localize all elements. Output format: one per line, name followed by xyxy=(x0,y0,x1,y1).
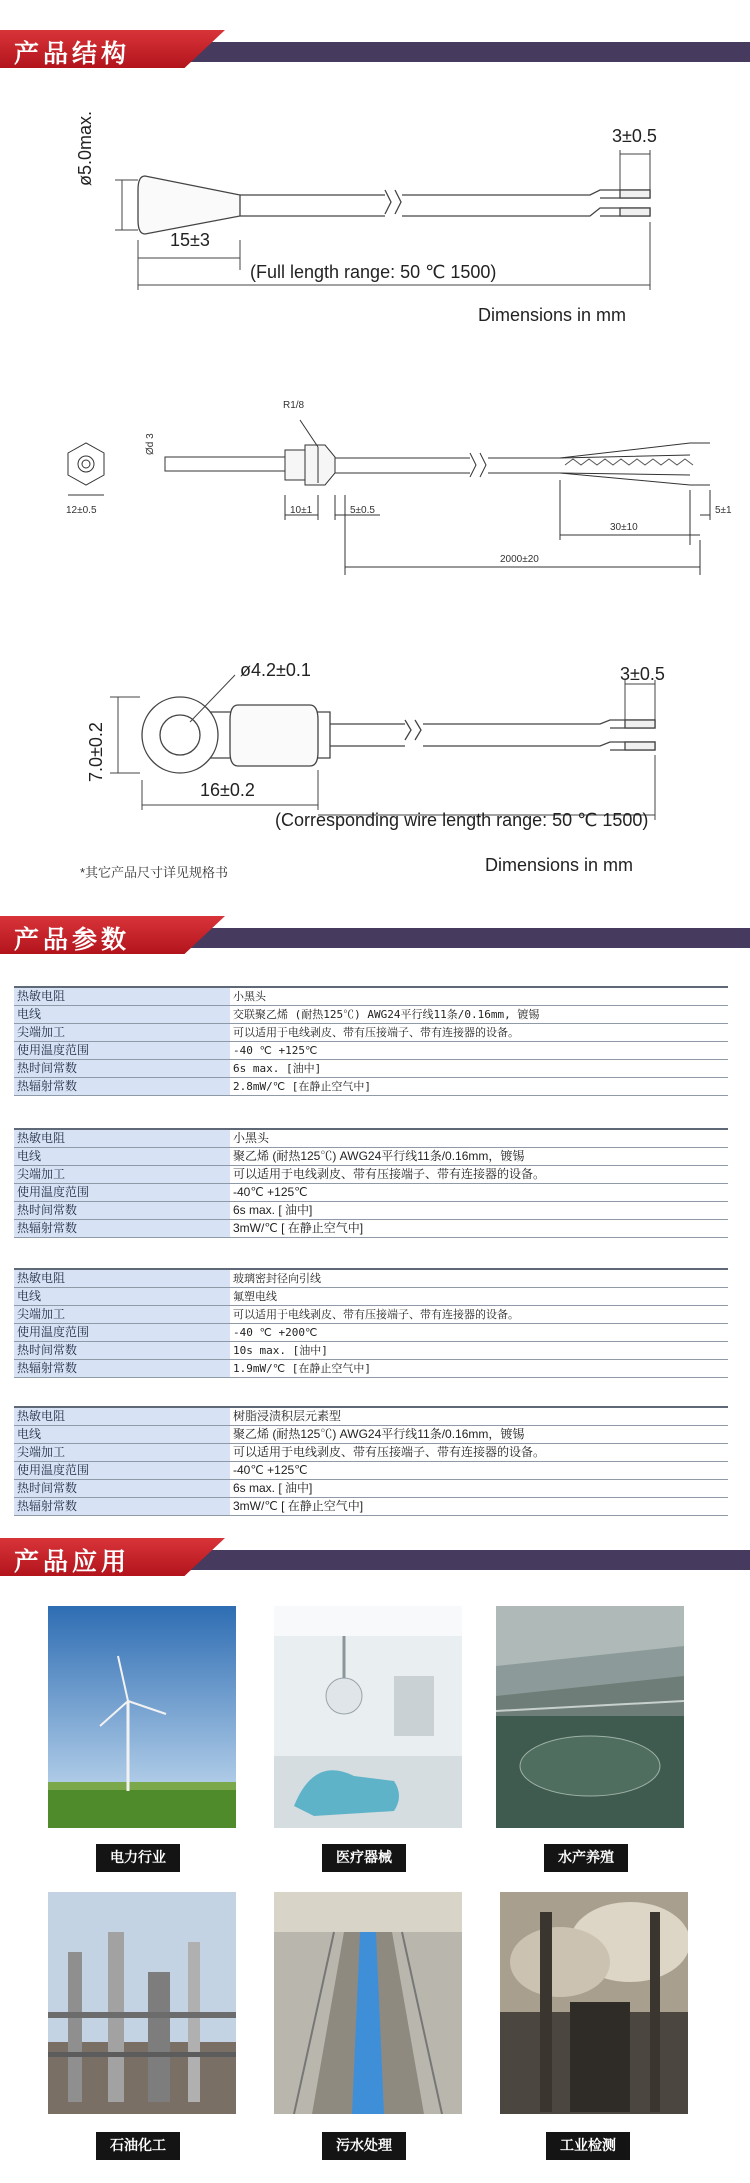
param-label: 电线 xyxy=(14,1148,230,1166)
param-value: 交联聚乙烯 (耐热125℃) AWG24平行线11条/0.16mm, 镀锡 xyxy=(230,1006,728,1024)
table-row xyxy=(14,1166,728,1184)
param-table-4 xyxy=(14,1406,728,1516)
param-value: 6s max. [ 油中] xyxy=(230,1480,728,1498)
table-row xyxy=(14,1078,728,1096)
param-value: 3mW/℃ [ 在静止空气中] xyxy=(230,1498,728,1516)
dim-diameter: ø5.0max. xyxy=(75,110,95,186)
param-label: 尖端加工 xyxy=(14,1306,230,1324)
table-row xyxy=(14,1324,728,1342)
dim-lead-2: 3±0.5 xyxy=(620,664,665,684)
param-value: 玻璃密封径向引线 xyxy=(230,1269,728,1288)
dimensions-units-1: Dimensions in mm xyxy=(478,305,627,325)
app-label-sewage: 污水处理 xyxy=(322,2132,406,2160)
app-label-power: 电力行业 xyxy=(96,1844,180,1872)
table-row xyxy=(14,1498,728,1516)
section-title: 产品应用 xyxy=(14,1547,131,1576)
table-row xyxy=(14,1220,728,1238)
param-label: 尖端加工 xyxy=(14,1444,230,1462)
table-row xyxy=(14,1480,728,1498)
table-row xyxy=(14,1342,728,1360)
param-label: 热辐射常数 xyxy=(14,1220,230,1238)
dim-hole: ø4.2±0.1 xyxy=(240,660,311,680)
param-value: 6s max. [油中] xyxy=(230,1060,728,1078)
param-label: 电线 xyxy=(14,1006,230,1024)
dim-total: 2000±20 xyxy=(500,554,539,565)
param-label: 热辐射常数 xyxy=(14,1078,230,1096)
app-label-industrial: 工业检测 xyxy=(546,2132,630,2160)
dim-b: 5±0.5 xyxy=(350,505,375,516)
param-value: 小黑头 xyxy=(230,987,728,1006)
dim-c: 5±1 xyxy=(715,505,732,516)
probe-drawing-2 xyxy=(0,395,750,595)
param-label: 热敏电阻 xyxy=(14,1269,230,1288)
param-label: 使用温度范围 xyxy=(14,1042,230,1060)
table-row xyxy=(14,1060,728,1078)
section-title: 产品参数 xyxy=(14,925,131,954)
param-label: 热敏电阻 xyxy=(14,1407,230,1426)
param-label: 尖端加工 xyxy=(14,1024,230,1042)
param-label: 电线 xyxy=(14,1426,230,1444)
param-table-1 xyxy=(14,986,728,1096)
app-image-aquaculture xyxy=(496,1606,684,1828)
param-value: 聚乙烯 (耐热125℃) AWG24平行线11条/0.16mm，镀锡 xyxy=(230,1426,728,1444)
wire-length-range: (Corresponding wire length range: 50 ℃ 1500) xyxy=(275,810,649,830)
param-label: 热辐射常数 xyxy=(14,1360,230,1378)
dim-width: 16±0.2 xyxy=(200,780,255,800)
spec-note: *其它产品尺寸详见规格书 xyxy=(80,865,229,880)
param-label: 热敏电阻 xyxy=(14,987,230,1006)
table-row xyxy=(14,1462,728,1480)
param-value: -40℃ +125℃ xyxy=(230,1184,728,1202)
param-value: 可以适用于电线剥皮、带有压接端子、带有连接器的设备。 xyxy=(230,1024,728,1042)
table-row xyxy=(14,1042,728,1060)
table-row xyxy=(14,1202,728,1220)
param-value: 小黑头 xyxy=(230,1129,728,1148)
param-label: 热敏电阻 xyxy=(14,1129,230,1148)
param-label: 使用温度范围 xyxy=(14,1324,230,1342)
dim-head: 15±3 xyxy=(170,230,210,250)
param-table-3 xyxy=(14,1268,728,1378)
section-banner-structure xyxy=(0,30,750,68)
param-value: 1.9mW/℃ [在静止空气中] xyxy=(230,1360,728,1378)
section-banner-apps xyxy=(0,1538,750,1576)
section-title: 产品结构 xyxy=(14,39,131,68)
param-label: 使用温度范围 xyxy=(14,1184,230,1202)
param-value: 树脂浸渍积层元素型 xyxy=(230,1407,728,1426)
param-value: 可以适用于电线剥皮、带有压接端子、带有连接器的设备。 xyxy=(230,1444,728,1462)
dim-r: R1/8 xyxy=(283,400,305,411)
param-label: 热时间常数 xyxy=(14,1202,230,1220)
dim-hex: 12±0.5 xyxy=(66,505,97,516)
param-table-2 xyxy=(14,1128,728,1238)
param-value: 氟塑电线 xyxy=(230,1288,728,1306)
param-label: 热时间常数 xyxy=(14,1060,230,1078)
table-row xyxy=(14,1129,728,1148)
app-image-sewage xyxy=(274,1892,462,2114)
table-row xyxy=(14,1360,728,1378)
app-image-petrochemical xyxy=(48,1892,236,2114)
app-label-petrochemical: 石油化工 xyxy=(96,2132,180,2160)
section-banner-params xyxy=(0,916,750,954)
param-value: 可以适用于电线剥皮、带有压接端子、带有连接器的设备。 xyxy=(230,1166,728,1184)
table-row xyxy=(14,1006,728,1024)
param-label: 电线 xyxy=(14,1288,230,1306)
table-row xyxy=(14,1306,728,1324)
table-row xyxy=(14,987,728,1006)
table-row xyxy=(14,1444,728,1462)
app-label-aquaculture: 水产养殖 xyxy=(544,1844,628,1872)
param-label: 热时间常数 xyxy=(14,1342,230,1360)
full-length-range: (Full length range: 50 ℃ 1500) xyxy=(250,262,497,282)
param-label: 热辐射常数 xyxy=(14,1498,230,1516)
param-value: 2.8mW/℃ [在静止空气中] xyxy=(230,1078,728,1096)
table-row xyxy=(14,1407,728,1426)
param-label: 热时间常数 xyxy=(14,1480,230,1498)
param-value: -40℃ +125℃ xyxy=(230,1462,728,1480)
param-value: 10s max. [油中] xyxy=(230,1342,728,1360)
app-image-industrial xyxy=(500,1892,688,2114)
param-value: 可以适用于电线剥皮、带有压接端子、带有连接器的设备。 xyxy=(230,1306,728,1324)
dim-dia: Ød 3 xyxy=(145,433,156,455)
table-row xyxy=(14,1269,728,1288)
table-row xyxy=(14,1426,728,1444)
table-row xyxy=(14,1288,728,1306)
table-row xyxy=(14,1184,728,1202)
table-row xyxy=(14,1148,728,1166)
param-value: -40 ℃ +200℃ xyxy=(230,1324,728,1342)
param-label: 尖端加工 xyxy=(14,1166,230,1184)
param-value: 聚乙烯 (耐热125℃) AWG24平行线11条/0.16mm，镀锡 xyxy=(230,1148,728,1166)
dim-height: 7.0±0.2 xyxy=(86,722,106,782)
param-value: -40 ℃ +125℃ xyxy=(230,1042,728,1060)
dim-a: 10±1 xyxy=(290,505,313,516)
dim-lead-1: 3±0.5 xyxy=(612,126,657,146)
dim-d: 30±10 xyxy=(610,522,638,533)
param-value: 6s max. [ 油中] xyxy=(230,1202,728,1220)
param-value: 3mW/℃ [ 在静止空气中] xyxy=(230,1220,728,1238)
app-image-medical xyxy=(274,1606,462,1828)
app-label-medical: 医疗器械 xyxy=(322,1844,406,1872)
table-row xyxy=(14,1024,728,1042)
param-label: 使用温度范围 xyxy=(14,1462,230,1480)
dimensions-units-2: Dimensions in mm xyxy=(485,855,634,875)
app-image-power xyxy=(48,1606,236,1828)
